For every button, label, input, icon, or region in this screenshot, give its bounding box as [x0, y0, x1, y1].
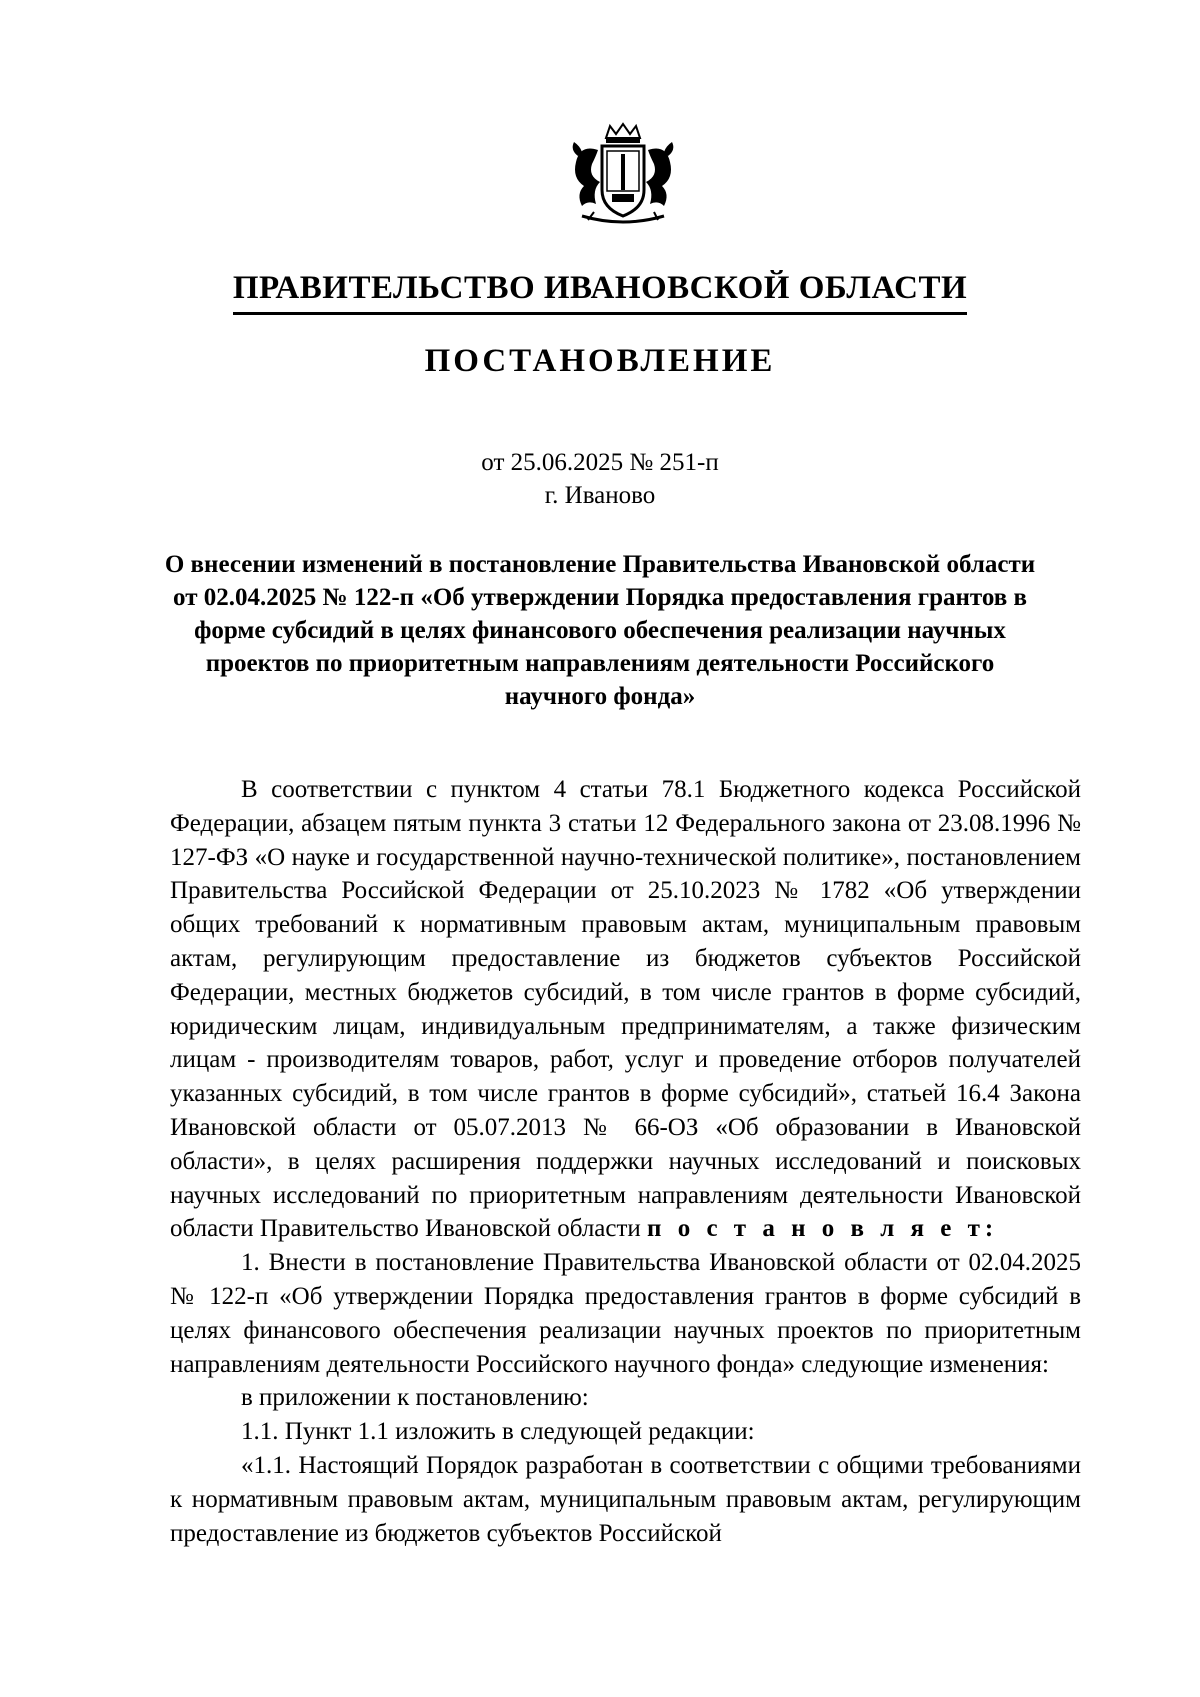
document-type-heading: ПОСТАНОВЛЕНИЕ: [424, 343, 776, 379]
item-1-1-paragraph: 1.1. Пункт 1.1 изложить в следующей редакции:: [241, 1418, 755, 1446]
document-body: [170, 773, 1081, 1550]
item-1-paragraph: 1. Внести в постановление Правительства Ивановской области от 02.04.2025 № 122-п «Об утверждении Порядка предоставления грантов в форме субсидий в целях финансового обеспечения реализации научных проектов по приоритетным направлениям деятельности Российского научного фонда» следующие изменения:: [170, 1249, 1081, 1378]
organization-heading: [0, 268, 1200, 315]
date-place-block: [0, 446, 1200, 512]
item-1-sub-paragraph: в приложении к постановлению:: [241, 1384, 589, 1412]
coat-of-arms-emblem: [558, 120, 688, 230]
decree-word: п о с т а н о в л я е т:: [647, 1215, 999, 1243]
organization-name: ПРАВИТЕЛЬСТВО ИВАНОВСКОЙ ОБЛАСТИ: [233, 268, 967, 315]
document-subject: О внесении изменений в постановление Правительства Ивановской области от 02.04.2025 № 122-п «Об утверждении Порядка предоставления грантов в форме субсидий в целях финансового обеспечения реализации научных проектов по приоритетным направлениям деятельности Российского научного фонда»: [164, 551, 1036, 710]
date-number: от 25.06.2025 № 251-п: [481, 449, 719, 476]
city: г. Иваново: [544, 482, 656, 509]
preamble-paragraph: [170, 773, 1081, 1246]
preamble-text: В соответствии с пунктом 4 статьи 78.1 Бюджетного кодекса Российской Федерации, абзацем пятым пункта 3 статьи 12 Федерального закона от 23.08.1996 № 127-ФЗ «О науке и государственной научно-технической политике», постановлением Правительства Российской Федерации от 25.10.2023 № 1782 «Об утверждении общих требований к нормативным правовым актам, муниципальным правовым актам, регулирующим предоставление из бюджетов субъектов Российской Федерации, местных бюджетов субсидий, в том числе грантов в форме субсидий, юридическим лицам, индивидуальным предпринимателям, а также физическим лицам - производителям товаров, работ, услуг и проведение отборов получателей указанных субсидий, в том числе грантов в форме субсидий», статьей 16.4 Закона Ивановской области от 05.07.2013 № 66-ОЗ «Об образовании в Ивановской области», в целях расширения поддержки научных исследований и поисковых научных исследований по приоритетным направлениям деятельности Ивановской области Правительство Ивановской области: [170, 776, 1081, 1243]
quote-paragraph: «1.1. Настоящий Порядок разработан в соответствии с общими требованиями к нормативным правовым актам, муниципальным правовым актам, регулирующим предоставление из бюджетов субъектов Российской: [170, 1451, 1081, 1547]
